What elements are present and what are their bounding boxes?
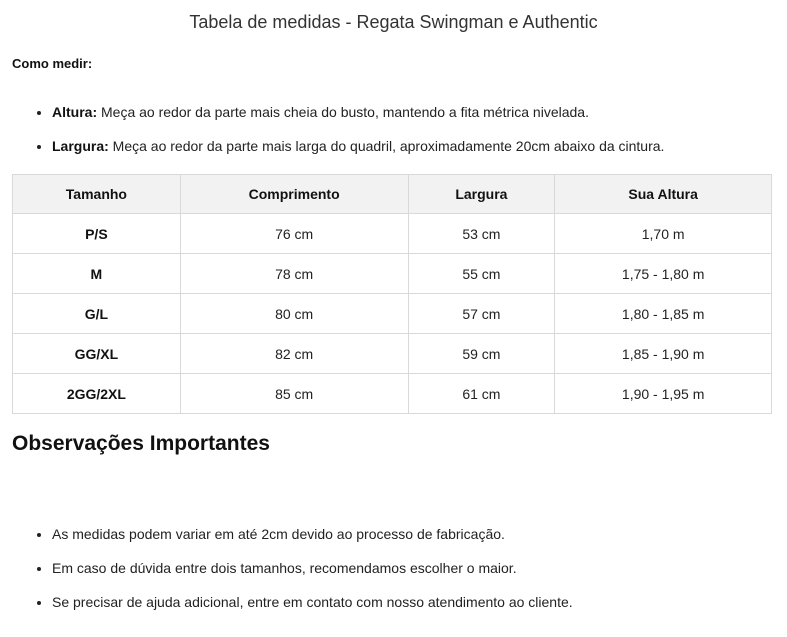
measure-term: Largura: — [52, 138, 109, 154]
how-to-measure-heading: Como medir: — [12, 56, 93, 71]
width-cell: 61 cm — [408, 374, 555, 414]
size-cell: M — [13, 254, 181, 294]
list-item: • Se precisar de ajuda adicional, entre em contato com nosso atendimento ao cliente. — [52, 592, 573, 626]
width-cell: 55 cm — [408, 254, 555, 294]
column-header: Largura — [408, 175, 555, 214]
height-cell: 1,70 m — [555, 214, 772, 254]
list-item — [52, 102, 664, 136]
height-cell: 1,90 - 1,95 m — [555, 374, 772, 414]
page-title: Tabela de medidas - Regata Swingman e Authentic — [189, 12, 598, 32]
height-cell: 1,75 - 1,80 m — [555, 254, 772, 294]
table-header-row — [13, 175, 772, 214]
table-row — [13, 214, 772, 254]
column-header: Comprimento — [180, 175, 408, 214]
measure-term: Altura: — [52, 104, 98, 120]
size-cell: G/L — [13, 294, 181, 334]
width-cell: 59 cm — [408, 334, 555, 374]
width-cell: 53 cm — [408, 214, 555, 254]
length-cell: 85 cm — [180, 374, 408, 414]
size-table — [12, 174, 772, 414]
notes-list — [32, 524, 573, 626]
column-header: Tamanho — [13, 175, 181, 214]
table-row — [13, 374, 772, 414]
size-cell: 2GG/2XL — [13, 374, 181, 414]
measure-description: Meça ao redor da parte mais larga do quadril, aproximadamente 20cm abaixo da cintura. — [108, 138, 665, 154]
height-cell: 1,80 - 1,85 m — [555, 294, 772, 334]
length-cell: 82 cm — [180, 334, 408, 374]
length-cell: 80 cm — [180, 294, 408, 334]
table-row — [13, 334, 772, 374]
width-cell: 57 cm — [408, 294, 555, 334]
height-cell: 1,85 - 1,90 m — [555, 334, 772, 374]
measure-instructions-list — [32, 102, 664, 170]
list-item — [52, 136, 664, 170]
length-cell: 76 cm — [180, 214, 408, 254]
list-item: • Em caso de dúvida entre dois tamanhos, recomendamos escolher o maior. — [52, 558, 573, 592]
notes-heading: Observações Importantes — [12, 432, 270, 455]
measure-description: Meça ao redor da parte mais cheia do busto, mantendo a fita métrica nivelada. — [97, 104, 589, 120]
size-cell: P/S — [13, 214, 181, 254]
table-row — [13, 294, 772, 334]
size-cell: GG/XL — [13, 334, 181, 374]
length-cell: 78 cm — [180, 254, 408, 294]
table-row — [13, 254, 772, 294]
column-header: Sua Altura — [555, 175, 772, 214]
list-item: • As medidas podem variar em até 2cm devido ao processo de fabricação. — [52, 524, 573, 558]
